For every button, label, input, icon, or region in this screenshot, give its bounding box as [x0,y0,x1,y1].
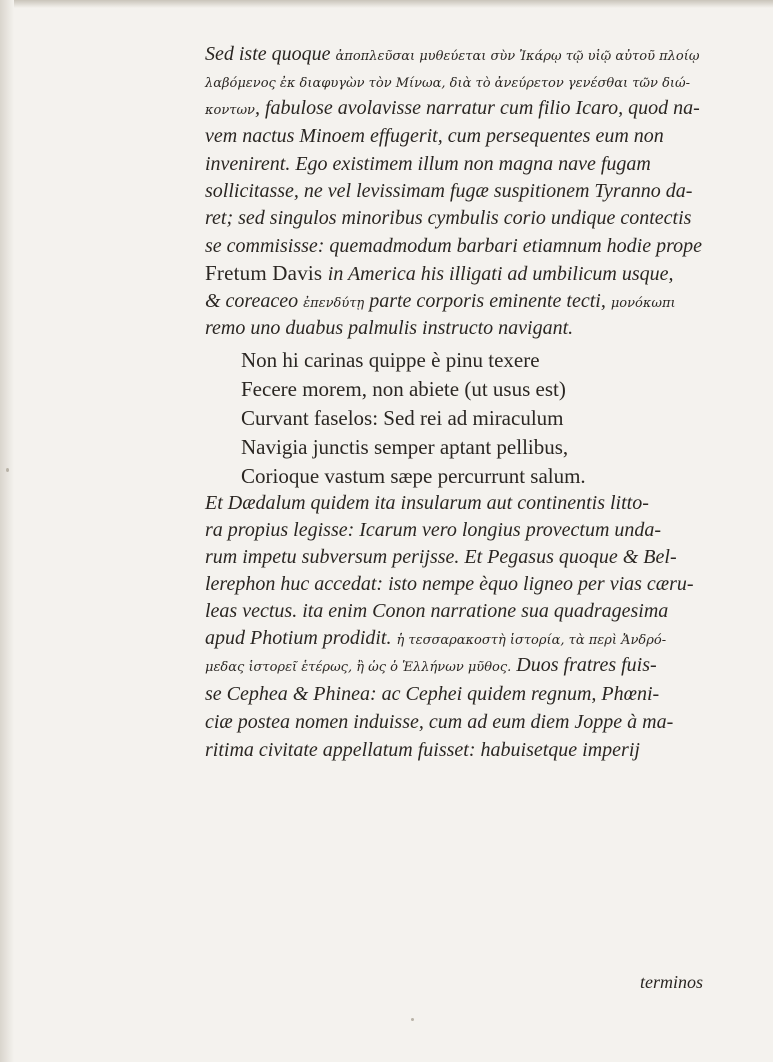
text-line [205,179,692,203]
latin-text: Corioque vastum sæpe percurrunt salum. [241,464,586,488]
text-line [205,289,676,316]
text-line [205,69,690,96]
text-line [205,545,677,569]
text-line [205,96,700,123]
greek-text: ἀποπλεῦσαι μυθεύεται σὺν Ἰκάρῳ τῷ υἱῷ αὐτοῦ πλοίῳ [335,49,700,64]
text-line [205,42,699,69]
latin-text: Et Dædalum quidem ita insularum aut continentis litto- [205,492,649,514]
greek-text: λαβόμενος ἐκ διαφυγὼν τὸν Μίνωα, διὰ τὸ ἀνεύρετον γενέσθαι τῶν διώ- [205,76,690,91]
text-line [205,653,657,680]
latin-text: ra propius legisse: Icarum vero longius provectum unda- [205,519,662,541]
text-line [205,682,659,706]
latin-text: invenirent. Ego existimem illum non magna nave fugam [205,153,651,175]
text-line [205,626,666,653]
latin-text: Fecere morem, non abiete (ut usus est) [241,377,566,401]
text-line [241,348,540,373]
text-line [205,738,640,762]
catchword: terminos [640,972,703,992]
text-line [241,464,586,489]
latin-text: parte corporis eminente tecti, [364,290,611,312]
text-line [205,518,661,542]
latin-text: rum impetu subversum perijsse. Et Pegasus quoque & Bel- [205,546,677,568]
text-line [205,152,651,176]
latin-text: Non hi carinas quippe è pinu texere [241,348,540,372]
text-line [205,599,668,623]
latin-text: in America his illigati ad umbilicum usque, [327,263,674,285]
latin-text: & coreaceo [205,290,304,312]
page-gutter-shadow [0,0,14,1062]
latin-text: ret; sed singulos minoribus cymbulis corio undique contectis [205,207,692,229]
text-line [205,206,691,230]
text-line [241,377,566,402]
latin-text: ciæ postea nomen induisse, cum ad eum diem Joppe à ma- [205,711,674,733]
text-line [205,572,694,596]
text-line [205,124,664,148]
greek-text: μεδας ἱστορεῖ ἑτέρως, ἢ ὡς ὁ Ἑλλήνων μῦθος. [205,660,512,675]
paper-speck [411,1018,414,1021]
latin-text: lerephon huc accedat: isto nempe èquo ligneo per vias cæru- [205,573,694,595]
text-line [205,234,702,258]
text-line [205,491,649,515]
latin-text: se Cephea & Phinea: ac Cephei quidem regnum, Phœni- [205,683,660,705]
latin-text: Curvant faselos: Sed rei ad miraculum [241,406,564,430]
paper-speck [6,468,9,472]
latin-text: se commisisse: quemadmodum barbari etiamnum hodie prope [205,235,702,257]
text-line [205,710,673,734]
latin-text: , fabulose avolavisse narratur cum filio Icaro, quod na- [254,97,700,119]
latin-text: remo uno duabus palmulis instructo navigant. [205,317,574,339]
latin-text: ritima civitate appellatum fuisset: habuisetque imperij [205,739,640,761]
text-line [241,435,568,460]
latin-text: Navigia junctis semper aptant pellibus, [241,435,569,459]
latin-text: sollicitasse, ne vel levissimam fugæ suspitionem Tyranno da- [205,180,693,202]
greek-text: ἡ τεσσαρακοστὴ ἱστορία, τὰ περὶ Ἀνδρό- [396,633,667,648]
text-line [241,406,564,431]
latin-text: leas vectus. ita enim Conon narratione sua quadragesima [205,600,669,622]
text-line [205,261,674,286]
latin-text: apud Photium prodidit. [205,627,397,649]
greek-text: ἐπενδύτῃ [303,296,365,311]
text-line [205,316,573,340]
page-top-edge [0,0,773,8]
greek-text: κοντων [205,103,255,118]
greek-text: μονόκωπι [610,296,676,311]
latin-text: vem nactus Minoem effugerit, cum persequentes eum non [205,125,664,147]
latin-text: Duos fratres fuis- [511,654,657,676]
latin-text: Fretum Davis [205,261,328,285]
latin-text: Sed iste quoque [205,43,336,65]
